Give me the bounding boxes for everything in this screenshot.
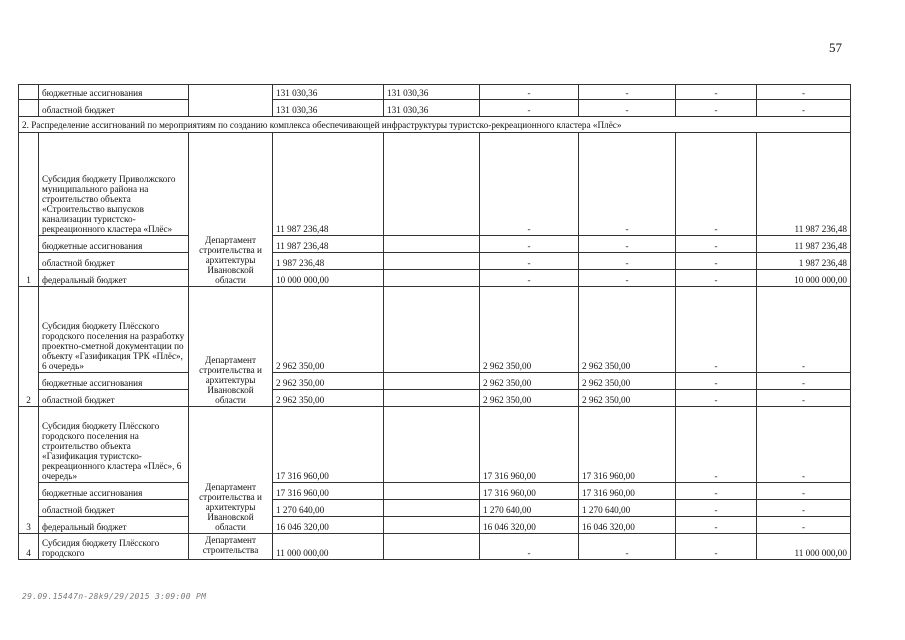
table-row xyxy=(19,287,851,373)
value-cell: - xyxy=(480,236,579,253)
value-cell: 17 316 960,00 xyxy=(579,407,676,483)
row-label: бюджетные ассигнования xyxy=(39,483,189,500)
value-cell xyxy=(384,390,480,407)
table-row xyxy=(19,483,851,500)
value-cell: 2 962 350,00 xyxy=(273,373,384,390)
value-cell: 10 000 000,00 xyxy=(757,270,851,287)
table-row xyxy=(19,373,851,390)
value-cell: 16 046 320,00 xyxy=(480,517,579,534)
measure-title: Субсидия бюджету Плёсского городского xyxy=(39,534,189,560)
table-row xyxy=(19,534,851,560)
dept-cell: Департамент строительства и архитектуры Ивановской области xyxy=(189,133,273,287)
value-cell: 1 270 640,00 xyxy=(579,500,676,517)
dept-cell: Департамент строительства и архитектуры Ивановской области xyxy=(189,407,273,534)
value-cell: - xyxy=(676,534,757,560)
measure-title: Субсидия бюджету Приволжского муниципального района на строительство объекта «Строительство выпусков канализации туристско-рекреационного кластера «Плёс» xyxy=(39,133,189,236)
value-cell: 2 962 350,00 xyxy=(579,390,676,407)
value-cell: - xyxy=(480,270,579,287)
value-cell: - xyxy=(676,85,757,100)
value-cell: - xyxy=(480,85,579,100)
value-cell: 11 987 236,48 xyxy=(273,236,384,253)
value-cell: - xyxy=(757,483,851,500)
value-cell xyxy=(384,287,480,373)
value-cell: - xyxy=(480,253,579,270)
value-cell: - xyxy=(757,100,851,117)
value-cell: - xyxy=(579,85,676,100)
row-label: федеральный бюджет xyxy=(39,270,189,287)
value-cell: - xyxy=(480,534,579,560)
value-cell: 131 030,36 xyxy=(384,85,480,100)
value-cell: 2 962 350,00 xyxy=(273,390,384,407)
value-cell: 1 270 640,00 xyxy=(273,500,384,517)
value-cell: - xyxy=(579,133,676,236)
row-number: 1 xyxy=(19,133,39,287)
value-cell: - xyxy=(676,270,757,287)
value-cell xyxy=(384,270,480,287)
value-cell: - xyxy=(676,133,757,236)
value-cell: - xyxy=(579,236,676,253)
section-heading-row xyxy=(19,117,851,133)
value-cell: - xyxy=(676,100,757,117)
value-cell xyxy=(384,483,480,500)
budget-allocation-table xyxy=(18,84,851,560)
value-cell: 11 987 236,48 xyxy=(273,133,384,236)
value-cell: - xyxy=(579,253,676,270)
row-number: 3 xyxy=(19,407,39,534)
dept-cell xyxy=(189,85,273,117)
value-cell: 16 046 320,00 xyxy=(579,517,676,534)
row-number-cell xyxy=(19,100,39,117)
row-label: федеральный бюджет xyxy=(39,517,189,534)
value-cell: - xyxy=(480,100,579,117)
value-cell xyxy=(384,236,480,253)
value-cell: - xyxy=(676,500,757,517)
value-cell: 11 987 236,48 xyxy=(757,133,851,236)
row-label: бюджетные ассигнования xyxy=(39,373,189,390)
value-cell: - xyxy=(757,373,851,390)
value-cell: 131 030,36 xyxy=(384,100,480,117)
value-cell: 2 962 350,00 xyxy=(273,287,384,373)
measure-title: Субсидия бюджету Плёсского городского поселения на строительство объекта «Газификация туристско-рекреационного кластера «Плёс», 6 очередь» xyxy=(39,407,189,483)
value-cell xyxy=(384,500,480,517)
table-row xyxy=(19,85,851,100)
value-cell: 17 316 960,00 xyxy=(480,407,579,483)
table-row xyxy=(19,390,851,407)
row-label: областной бюджет xyxy=(39,253,189,270)
value-cell: - xyxy=(676,373,757,390)
table-row xyxy=(19,100,851,117)
table-row xyxy=(19,133,851,236)
value-cell: 11 000 000,00 xyxy=(757,534,851,560)
value-cell: 1 270 640,00 xyxy=(480,500,579,517)
value-cell: 131 030,36 xyxy=(273,85,384,100)
value-cell xyxy=(384,407,480,483)
dept-cell: Департамент строительства и архитектуры Ивановской области xyxy=(189,287,273,407)
value-cell: 2 962 350,00 xyxy=(579,287,676,373)
value-cell: - xyxy=(757,517,851,534)
table-row xyxy=(19,236,851,253)
dept-cell: Департамент строительства xyxy=(189,534,273,560)
value-cell: - xyxy=(676,407,757,483)
value-cell: 2 962 350,00 xyxy=(480,390,579,407)
page-number: 57 xyxy=(829,40,842,55)
row-number-cell xyxy=(19,85,39,100)
measure-title: Субсидия бюджету Плёсского городского поселения на разработку проектно-сметной документации по объекту «Газификация ТРК «Плёс», 6 очередь» xyxy=(39,287,189,373)
value-cell: - xyxy=(757,85,851,100)
value-cell xyxy=(384,253,480,270)
value-cell: - xyxy=(579,534,676,560)
value-cell: 10 000 000,00 xyxy=(273,270,384,287)
document-footer: 29.09.15447п-28k9/29/2015 3:09:00 PM xyxy=(22,592,207,601)
table-row xyxy=(19,407,851,483)
value-cell xyxy=(384,133,480,236)
table-row xyxy=(19,500,851,517)
value-cell: - xyxy=(676,483,757,500)
value-cell: - xyxy=(676,236,757,253)
table-row xyxy=(19,270,851,287)
value-cell: 2 962 350,00 xyxy=(579,373,676,390)
value-cell xyxy=(384,517,480,534)
value-cell: 17 316 960,00 xyxy=(273,407,384,483)
value-cell: 17 316 960,00 xyxy=(480,483,579,500)
value-cell xyxy=(384,534,480,560)
value-cell: 11 987 236,48 xyxy=(757,236,851,253)
row-label: областной бюджет xyxy=(39,100,189,117)
value-cell: - xyxy=(579,270,676,287)
table-row xyxy=(19,517,851,534)
value-cell: - xyxy=(757,500,851,517)
row-label: областной бюджет xyxy=(39,390,189,407)
row-number: 2 xyxy=(19,287,39,407)
row-label: бюджетные ассигнования xyxy=(39,85,189,100)
value-cell: - xyxy=(757,287,851,373)
value-cell xyxy=(384,373,480,390)
value-cell: - xyxy=(676,253,757,270)
value-cell: - xyxy=(676,517,757,534)
value-cell: 2 962 350,00 xyxy=(480,373,579,390)
row-label: бюджетные ассигнования xyxy=(39,236,189,253)
value-cell: 16 046 320,00 xyxy=(273,517,384,534)
table-row xyxy=(19,253,851,270)
value-cell: - xyxy=(480,133,579,236)
value-cell: 1 987 236,48 xyxy=(273,253,384,270)
value-cell: - xyxy=(579,100,676,117)
value-cell: 1 987 236,48 xyxy=(757,253,851,270)
value-cell: 17 316 960,00 xyxy=(273,483,384,500)
row-number: 4 xyxy=(19,534,39,560)
value-cell: - xyxy=(757,407,851,483)
value-cell: 11 000 000,00 xyxy=(273,534,384,560)
value-cell: - xyxy=(676,390,757,407)
value-cell: - xyxy=(676,287,757,373)
value-cell: 131 030,36 xyxy=(273,100,384,117)
section-title: 2. Распределение ассигнований по мероприятиям по созданию комплекса обеспечивающей инфраструктуры туристско-рекреационного кластера «Плёс» xyxy=(19,117,851,133)
value-cell: 2 962 350,00 xyxy=(480,287,579,373)
value-cell: - xyxy=(757,390,851,407)
value-cell: 17 316 960,00 xyxy=(579,483,676,500)
row-label: областной бюджет xyxy=(39,500,189,517)
